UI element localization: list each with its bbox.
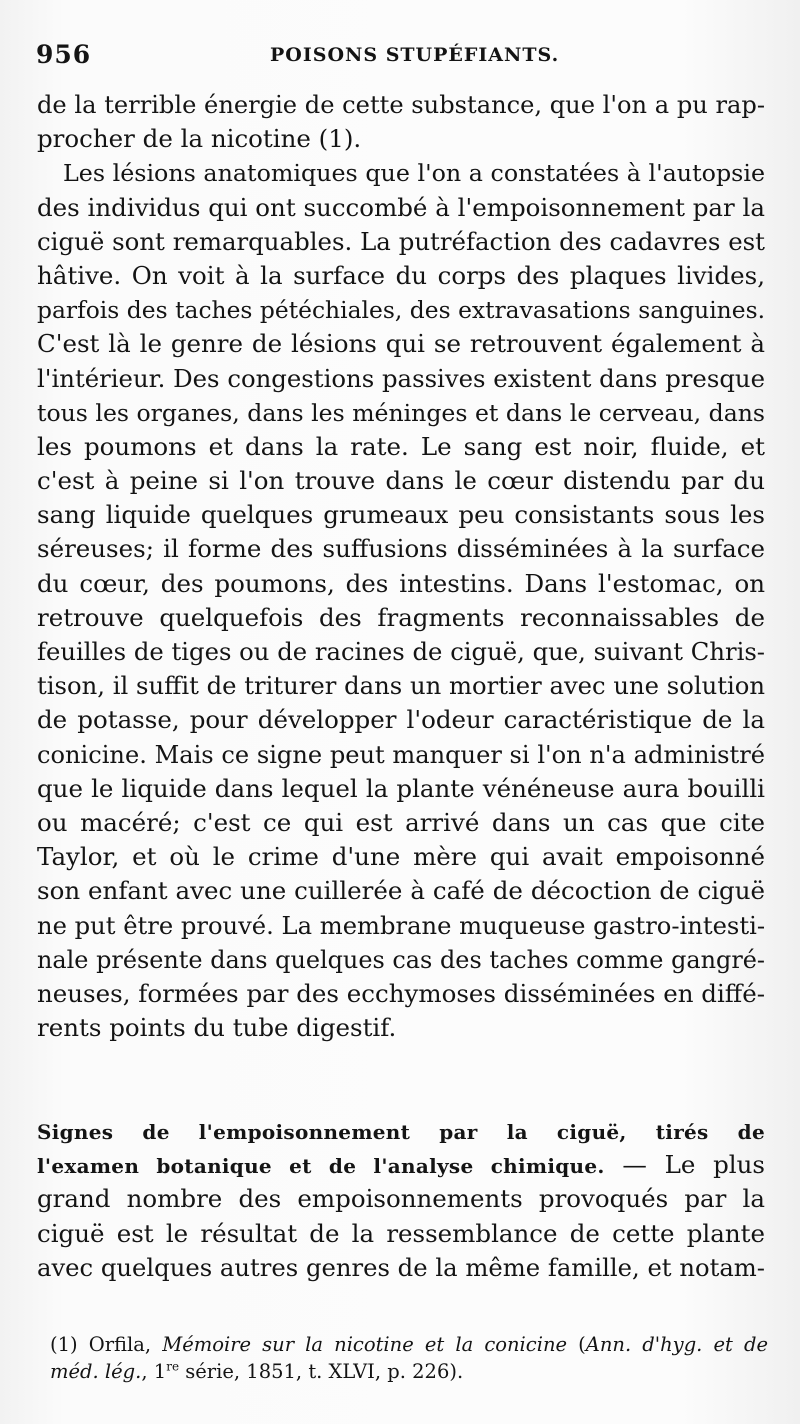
footnote-paren-open: ( xyxy=(578,1333,586,1356)
footnote-series-rest: série, 1851, t. XLVI, p. 226). xyxy=(185,1360,464,1383)
footnote-line-1 xyxy=(50,1331,768,1358)
text-line: rents points du tube digestif. xyxy=(37,1013,397,1043)
footnote-marker: (1) xyxy=(50,1333,78,1356)
page-header xyxy=(36,40,766,80)
text-line: que le liquide dans lequel la plante vénéneuse aura bouilli xyxy=(37,773,765,803)
footnote-series-num: 1 xyxy=(153,1360,167,1383)
text-line: sang liquide quelques grumeaux peu consistants sous les xyxy=(37,500,765,530)
text-line: nale présente dans quelques cas des taches comme gangré- xyxy=(37,945,765,974)
text-line: retrouve quelquefois des fragments reconnaissables de xyxy=(37,602,765,632)
section-first-text: — Le plus xyxy=(604,1150,765,1180)
text-line: du cœur, des poumons, des intestins. Dans l'estomac, on xyxy=(37,568,765,598)
text-line: neuses, formées par des ecchymoses disséminées en diffé- xyxy=(37,978,765,1008)
section-heading: Signes de l'empoisonnement par la ciguë, tirés de xyxy=(37,1120,765,1144)
text-line: c'est à peine si l'on trouve dans le cœur distendu par du xyxy=(37,466,765,496)
text-line: feuilles de tiges ou de racines de ciguë, que, suivant Chris- xyxy=(37,637,765,666)
text-line: Taylor, et où le crime d'une mère qui avait empoisonné xyxy=(37,842,765,872)
footnote-comma: , xyxy=(141,1360,148,1383)
section-heading-continued: l'examen botanique et de l'analyse chimique. xyxy=(37,1154,605,1179)
footnote-author: Orfila, xyxy=(88,1333,152,1356)
text-line: procher de la nicotine (1). xyxy=(37,124,362,154)
text-line: hâtive. On voit à la surface du corps des plaques livides, xyxy=(37,260,765,290)
text-line: Les lésions anatomiques que l'on a constatées à l'autopsie xyxy=(63,159,765,188)
section-heading-line-1 xyxy=(37,1114,765,1148)
footnote-journal: Ann. d'hyg. et de xyxy=(585,1333,768,1356)
text-line: tous les organes, dans les méninges et dans le cerveau, dans xyxy=(37,398,765,427)
text-line: parfois des taches pétéchiales, des extravasations sanguines. xyxy=(37,296,765,325)
footnote-journal-cont: méd. lég. xyxy=(50,1360,142,1383)
text-line: ne put être prouvé. La membrane muqueuse gastro-intesti- xyxy=(37,911,765,940)
running-head: POISONS STUPÉFIANTS. xyxy=(270,44,560,66)
footnote xyxy=(50,1331,768,1385)
text-line: avec quelques autres genres de la même famille, et notam- xyxy=(37,1252,765,1282)
footnote-series-sup: re xyxy=(166,1359,180,1374)
text-line: ciguë est le résultat de la ressemblance de cette plante xyxy=(37,1218,765,1248)
text-line: ciguë sont remarquables. La putréfaction des cadavres est xyxy=(37,226,765,256)
text-line: des individus qui ont succombé à l'empoisonnement par la xyxy=(37,192,765,222)
text-line: de potasse, pour développer l'odeur caractéristique de la xyxy=(37,705,765,735)
text-line: ou macéré; c'est ce qui est arrivé dans un cas que cite xyxy=(37,807,765,837)
text-line: son enfant avec une cuillerée à café de décoction de ciguë xyxy=(37,876,765,906)
section-heading-line-2 xyxy=(37,1148,765,1182)
footnote-line-2 xyxy=(50,1358,768,1385)
text-line: les poumons et dans la rate. Le sang est noir, fluide, et xyxy=(37,431,765,461)
text-line: tison, il suffit de triturer dans un mortier avec une solution xyxy=(37,671,765,701)
text-line: de la terrible énergie de cette substance, que l'on a pu rap- xyxy=(37,91,765,119)
text-line: l'intérieur. Des congestions passives existent dans presque xyxy=(37,363,765,393)
text-line: séreuses; il forme des suffusions disséminées à la surface xyxy=(37,534,765,564)
page-number: 956 xyxy=(36,40,92,69)
main-paragraphs xyxy=(37,88,765,1045)
text-line: conicine. Mais ce signe peut manquer si l'on n'a administré xyxy=(37,740,765,769)
text-line: C'est là le genre de lésions qui se retrouvent également à xyxy=(37,329,765,359)
section-paragraph xyxy=(37,1182,765,1285)
footnote-title: Mémoire sur la nicotine et la conicine xyxy=(162,1333,568,1356)
text-line: grand nombre des empoisonnements provoqués par la xyxy=(37,1184,765,1214)
section xyxy=(37,1114,765,1285)
